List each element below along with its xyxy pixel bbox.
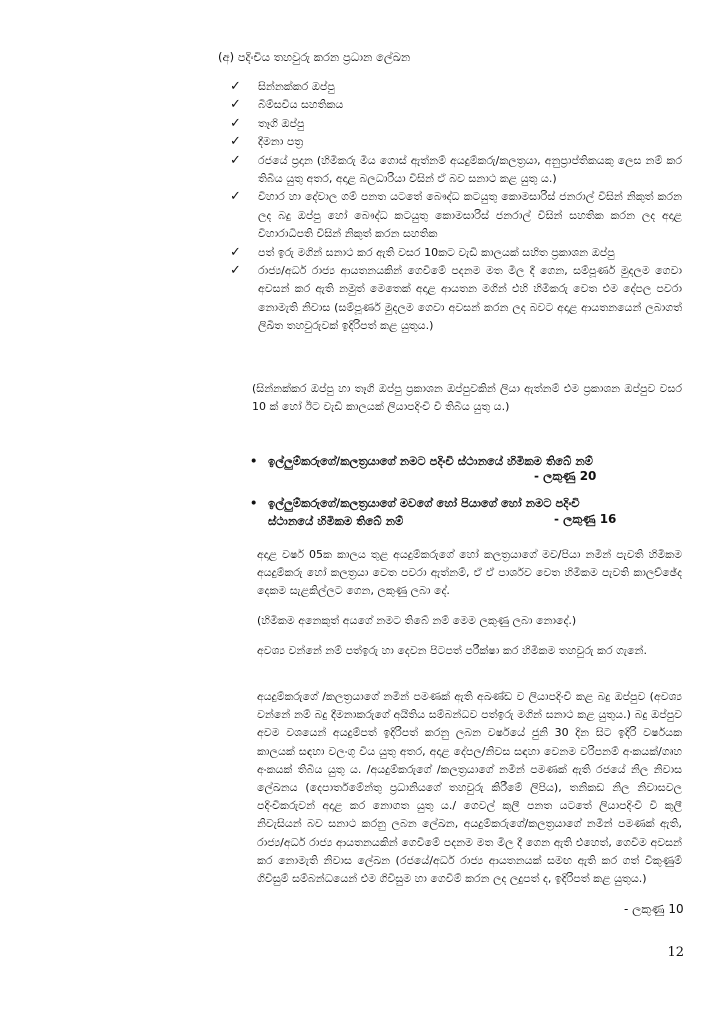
list-item: ✓ රජයේ ප්‍රදාන (හිමිකරු මිය ගොස් ඇත්නම් අයදුම්කරු/කලත්‍රයා, අනුප්‍රාප්තිකයකු ලෙස නම් කර තිබිය යුතු අතර, අදාළ බලධාරියා විසින් ඒ බව සනාථ කළ යුතු ය.)	[230, 152, 682, 186]
list-item: ✓ පත් ඉරු මගින් සනාථ කර ඇති වසර 10කට වැඩි කාලයක් සහිත ප්‍රකාශන ඔප්පු	[230, 244, 682, 262]
deed-note: (සින්නක්කර ඔප්පු හා තෑගි ඔප්පු ප්‍රකාශන ඔප්පුවකින් ලියා ඇත්නම් එම ප්‍රකාශන ඔප්පුව වසර 10 ක් හෝ ඊට වැඩි කාලයක් ලියාපදිංචි වී තිබිය යුතු ය.)	[252, 382, 682, 414]
check-icon: ✓	[230, 152, 241, 168]
marks-20: - ලකුණු 20	[534, 469, 597, 483]
list-item: ✓ රාජ්‍ය/අර්ධ රාජ්‍ය ආයතනයකින් ගෙවීමේ පදනම මත මිල දී ගෙන, සම්පූර්ණ මුදලම ගෙවා අවසන් කර ඇති නමුත් මෙතෙක් අදාළ ආයතන මගින් එහි හිමිකරු වෙත එම දේපල පවරා නොමැති නිවාස (සම්පූර්ණ මුදලම ගෙවා අවසන් කරන ලද බවට අදාළ ආයතනයෙන් ලබාගත් ලිඛිත තහවුරුවක් ඉදිරිපත් කළ යුතුය.)	[230, 263, 682, 333]
section-heading: (අ) පදිංචිය තහවුරු කරන ප්‍රධාන ලේඛන	[218, 50, 411, 64]
list-item: ✓ බිම්සවිය සහතිකය	[230, 96, 682, 114]
page-number: 12	[667, 945, 684, 960]
check-icon: ✓	[230, 97, 241, 113]
marks-16: - ලකුණු 16	[554, 512, 617, 526]
check-icon: ✓	[230, 244, 241, 260]
list-item: ✓ තෑගි ඔප්පු	[230, 115, 682, 133]
list-item: ✓ විහාර හා දේවාල ගම් පනත යටතේ බෞද්ධ කටයුතු කොමසාරිස් ජනරාල් විසින් නිකුත් කරන ලද බදු ඔප්පු හෝ බෞද්ධ කටයුතු කොමසාරිස් ජනරාල් විසින් සහතික කරන ලද අදාළ විහාරාධිපති විසින් නිකුත් කරන සහතික	[230, 189, 682, 241]
exclusion-note: (හිමිකම අනෙකුත් අයගේ නමට තිබේ නම් මෙම ලකුණු ලබා නොදේ.)	[257, 614, 577, 627]
lease-paragraph: අයදුම්කරුගේ /කලත්‍රයාගේ නමින් පමණක් ඇති අඛණ්ඩ ව ලියාපදිංචි කළ බදු ඔප්පුව (අවශ්‍ය වන්නේ නම් බදු දීමනාකරුගේ අයිතිය සම්බන්ධව පත්ඉරු මගින් සනාථ කළ යුතුය.) බදු ඔප්පුව අවම වශයෙන් අයදුම්පත් ඉදිරිපත් කරනු ලබන වර්ෂයේ ජුනි 30 දින සිට ඉදිරි වර්ෂයක කාලයක් සඳහා වලංගු විය යුතු අතර, අදාළ දේපල/නිවස සඳහා වෙනම වරිපනම් අංකයක්/ගෘහ අංකයක් තිබිය යුතු ය. /අයදුම්කරුගේ /කලත්‍රයාගේ නමින් පමණක් ඇති රජයේ නිල නිවාස ලේඛනය (දෙපාර්තමේන්තු ප්‍රධානියගේ තහවුරු කිරීමේ ලිපිය), තනිකඩ නිල නිවාසවල පදිංචිකරුවන් අදාළ කර නොගත යුතු ය./ ගෙවල් කුලී පනත යටතේ ලියාපදිංචි වී කුලී නිවැසියන් බව සනාථ කරනු ලබන ලේඛන, අයදුම්කරුගේ/කලත්‍රයාගේ නමින් පමණක් ඇති, රාජ්‍ය/අර්ධ රාජ්‍ය ආයතනයකින් ගෙවීමේ පදනම මත මිල දී ගෙන ඇති එහෙත්, ගෙවීම අවසන් කර නොමැති නිවාස ලේඛන (රජයේ/අර්ධ රාජ්‍ය ආයතනයක් සමඟ ඇති කර ගත් විකුණුම් ගිවිසුම් සම්බන්ධයෙන් එම ගිවිසුම හා ගෙවීම් කරන ලද ලදුපත් ද, ඉදිරිපත් කළ යුතුය.)	[257, 690, 682, 886]
documents-list	[230, 78, 682, 336]
verification-paragraph: අවශ්‍ය වන්නේ නම් පත්ඉරු හා දෙවන පිටපත් පරීක්ෂා කර හිමිකම තහවුරු කර ගැනේ.	[257, 644, 647, 657]
list-item: ✓ සින්නක්කර ඔප්පු	[230, 78, 682, 96]
marks-10: - ලකුණු 10	[624, 902, 684, 916]
check-icon: ✓	[230, 263, 241, 279]
bullet-parent-title-line2: ස්ථානයේ හිමිකම තිබේ නම්	[268, 514, 404, 528]
check-icon: ✓	[230, 189, 241, 205]
bullet-icon: •	[250, 454, 258, 468]
list-item: ✓ දීමනා පත්‍ර	[230, 133, 682, 151]
bullet-icon: •	[250, 496, 258, 510]
bullet-parent-title: • ඉල්ලුම්කරුගේ/කලත්‍රයාගේ මවගේ හෝ පියාගේ හෝ නමට පදිංචි	[256, 494, 580, 513]
bullet-own-title: • ඉල්ලුම්කරුගේ/කලත්‍රයාගේ නමට පදිංචි ස්ථානයේ හිමිකම තිබේ නම්	[256, 452, 593, 471]
check-icon: ✓	[230, 79, 241, 94]
check-icon: ✓	[230, 115, 241, 131]
check-icon: ✓	[230, 134, 241, 150]
transfer-paragraph: අදාළ වර්ෂ 05ක කාලය තුළ අයදුම්කරුගේ හෝ කලත්‍රයාගේ මව/පියා නමින් පැවති හිමිකම අයදුම්කරු හෝ කලත්‍රයා වෙත පවරා ඇත්නම්, ඒ ඒ පාර්ශව වෙත හිමිකම පැවති කාලච්ඡේද දෙකම සැළකිල්ලට ගෙන, ලකුණු ලබා දේ.	[257, 548, 682, 598]
